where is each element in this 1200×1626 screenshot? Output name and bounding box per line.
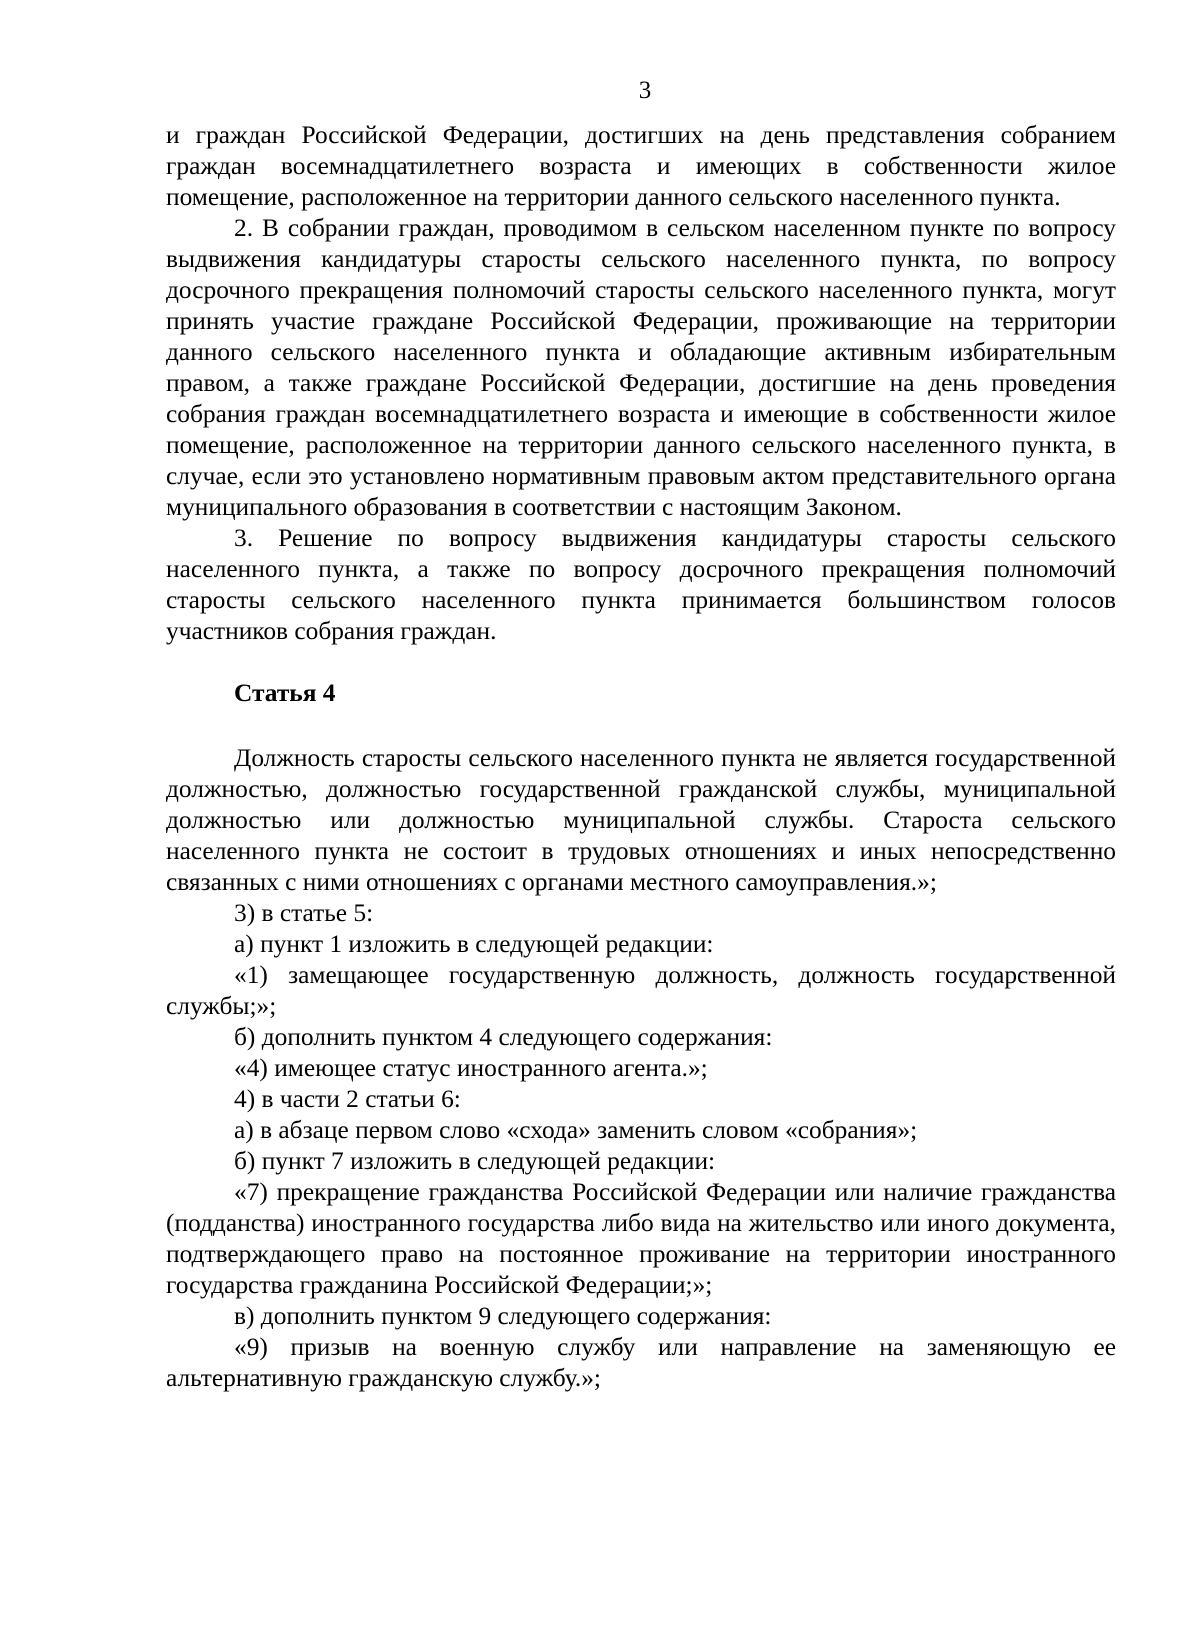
paragraph-article-4: Должность старосты сельского населенного пункта не является государственной должностью, должностью государственной гражданской службы, муниципальной должностью или должностью муниципальной службы. Староста сельского населенного пункта не состоит в трудовых отношениях и иных непосредственно связанных с ними отношениях с органами местного самоуправления.»; (166, 744, 1116, 896)
paragraph-item-3: 3. Решение по вопросу выдвижения кандидатуры старосты сельского населенного пункта, а также по вопросу досрочного прекращения полномочий старосты сельского населенного пункта принимается большинством голосов участников собрания граждан. (166, 524, 1116, 645)
amendment-item: «9) призыв на военную службу или направление на заменяющую ее альтернативную гражданскую службу.»; (166, 1333, 1116, 1392)
spacer (166, 709, 1116, 743)
article-heading: Статья 4 (234, 679, 336, 707)
amendment-item: «1) замещающее государственную должность, должность государственной службы;»; (166, 961, 1116, 1020)
amendment-item: в) дополнить пунктом 9 следующего содержания: (234, 1302, 772, 1330)
spacer (166, 647, 1116, 678)
amendment-item: 4) в части 2 статьи 6: (234, 1085, 461, 1113)
amendment-item: а) пункт 1 изложить в следующей редакции: (234, 930, 714, 958)
amendment-item: «7) прекращение гражданства Российской Федерации или наличие гражданства (подданства) иностранного государства либо вида на жительство или иного документа, подтверждающего право на постоянное проживание на территории иностранного государства гражданина Российской Федерации;»; (166, 1178, 1116, 1299)
paragraph-continuation: и граждан Российской Федерации, достигших на день представления собранием граждан восемнадцатилетнего возраста и имеющих в собственности жилое помещение, расположенное на территории данного сельского населенного пункта. (166, 121, 1116, 211)
amendment-item: «4) имеющее статус иностранного агента.»; (234, 1054, 708, 1082)
page-number: 3 (638, 77, 652, 104)
paragraph-item-2: 2. В собрании граждан, проводимом в сельском населенном пункте по вопросу выдвижения кандидатуры старосты сельского населенного пункта, по вопросу досрочного прекращения полномочий старосты сельского населенного пункта, могут принять участие граждане Российской Федерации, проживающие на территории данного сельского населенного пункта и обладающие активным избирательным правом, а также граждане Российской Федерации, достигшие на день проведения собрания граждан восемнадцатилетнего возраста и имеющие в собственности жилое помещение, расположенное на территории данного сельского населенного пункта, в случае, если это установлено нормативным правовым актом представительного органа муниципального образования в соответствии с настоящим Законом. (166, 214, 1116, 521)
amendment-item: а) в абзаце первом слово «схода» заменить словом «собрания»; (234, 1116, 918, 1144)
amendment-item: 3) в статье 5: (234, 899, 374, 927)
amendment-item: б) пункт 7 изложить в следующей редакции: (234, 1147, 716, 1175)
document-body (166, 120, 1116, 1394)
amendment-item: б) дополнить пунктом 4 следующего содержания: (234, 1023, 773, 1051)
